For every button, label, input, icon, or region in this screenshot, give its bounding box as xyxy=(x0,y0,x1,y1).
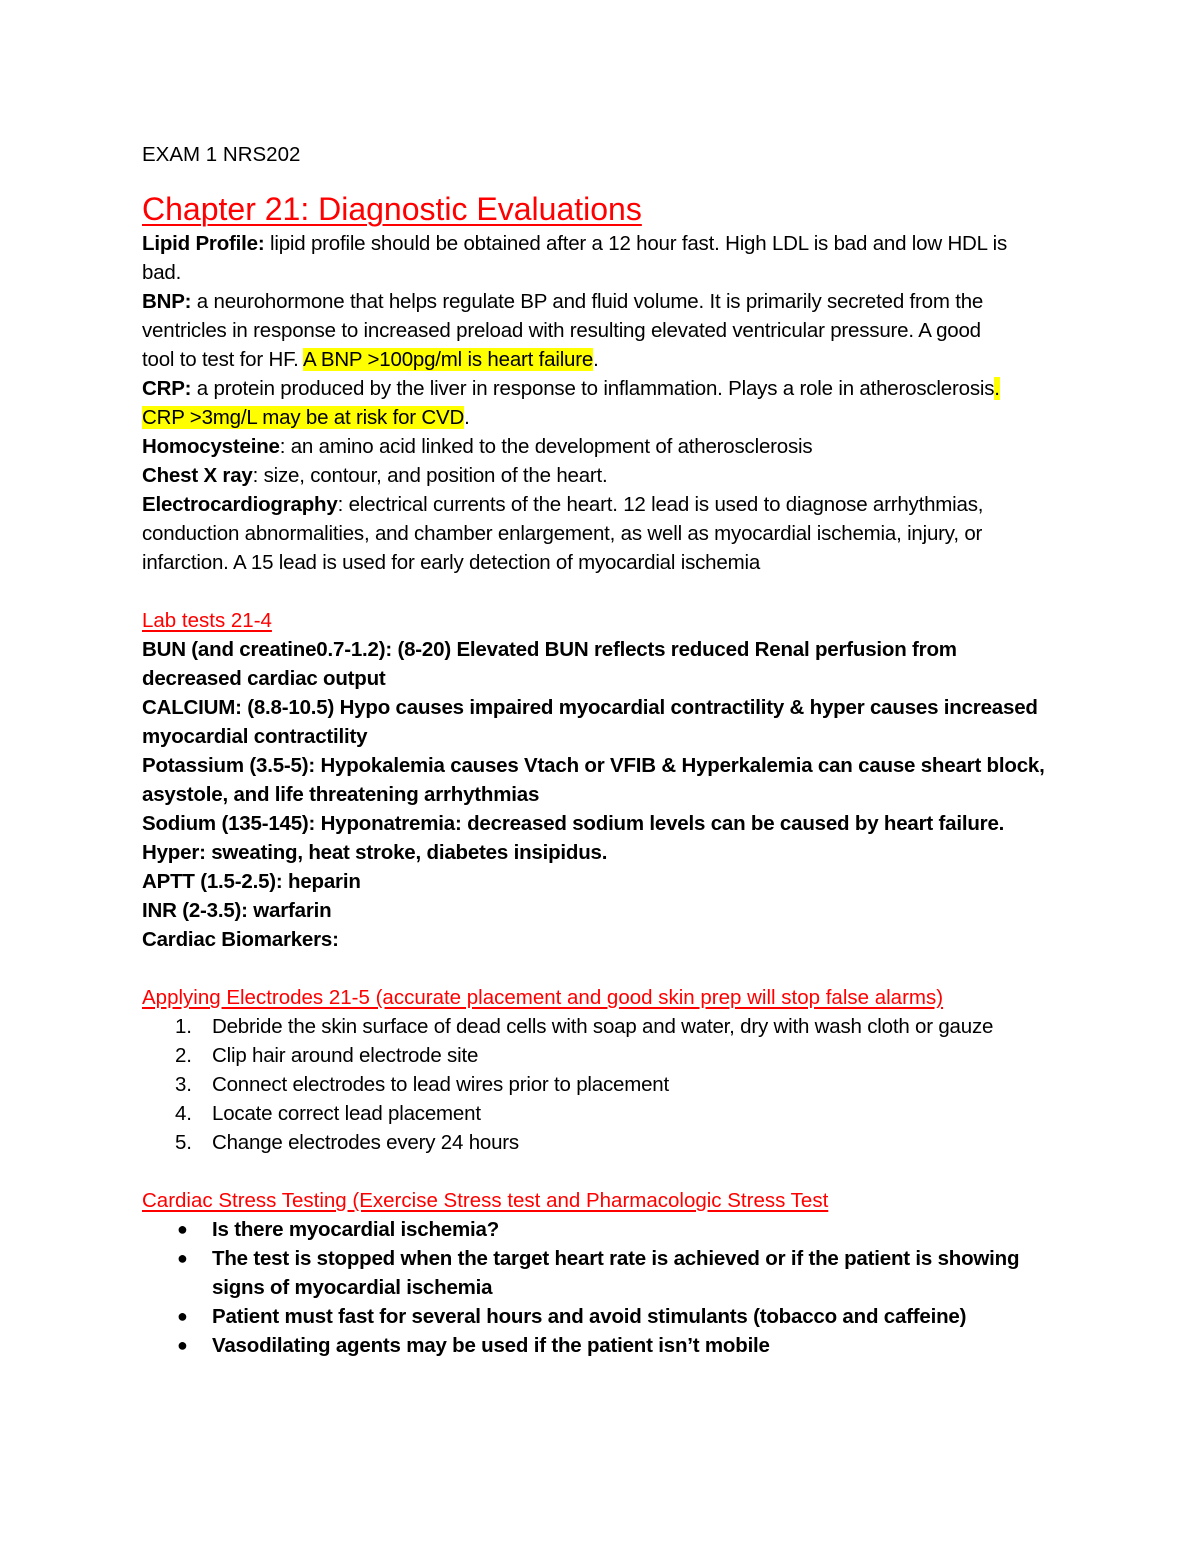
list-item xyxy=(142,1215,1072,1244)
bnp-text-3: tool to test for HF. xyxy=(142,348,304,371)
lipid-profile-label: Lipid Profile: xyxy=(142,232,265,255)
lab-line: myocardial contractility xyxy=(142,725,368,748)
lipid-profile-text: lipid profile should be obtained after a 12 hour fast. High LDL is bad and low HDL is xyxy=(264,232,1007,255)
list-item-text: Locate correct lead placement xyxy=(212,1102,481,1125)
spacer xyxy=(142,1157,1072,1186)
list-item xyxy=(142,1128,1072,1157)
spacer xyxy=(142,954,1072,983)
list-number: 1. xyxy=(175,1015,192,1038)
ecg-label: Electrocardiography xyxy=(142,493,338,516)
bullet-icon: ● xyxy=(177,1248,188,1268)
list-item-text: Patient must fast for several hours and avoid stimulants (tobacco and caffeine) xyxy=(212,1305,967,1328)
lab-line: INR (2-3.5): warfarin xyxy=(142,899,332,922)
list-item-text: Debride the skin surface of dead cells with soap and water, dry with wash cloth or gauze xyxy=(212,1015,994,1038)
document-page xyxy=(142,140,1072,1360)
ecg-line-3: infarction. A 15 lead is used for early detection of myocardial ischemia xyxy=(142,551,761,574)
chapter-title: Chapter 21: Diagnostic Evaluations xyxy=(142,191,642,227)
list-item-text: The test is stopped when the target heart rate is achieved or if the patient is showing xyxy=(212,1247,1020,1270)
crp-line-1 xyxy=(142,374,1072,403)
list-item-text: Is there myocardial ischemia? xyxy=(212,1218,500,1241)
list-number: 4. xyxy=(175,1102,192,1125)
list-number: 5. xyxy=(175,1131,192,1154)
crp-highlight: CRP >3mg/L may be at risk for CVD xyxy=(142,406,465,429)
list-item xyxy=(142,1041,1072,1070)
crp-label: CRP: xyxy=(142,377,192,400)
chest-xray-line xyxy=(142,461,1072,490)
lab-line: CALCIUM: (8.8-10.5) Hypo causes impaired myocardial contractility & hyper causes increased xyxy=(142,696,1038,719)
homocysteine-label: Homocysteine xyxy=(142,435,280,458)
list-item-text: Clip hair around electrode site xyxy=(212,1044,479,1067)
chest-xray-text: : size, contour, and position of the heart. xyxy=(252,464,608,487)
stress-testing-heading: Cardiac Stress Testing (Exercise Stress test and Pharmacologic Stress Test xyxy=(142,1189,829,1212)
electrodes-steps-list xyxy=(142,1012,1072,1157)
bnp-highlight: A BNP >100pg/ml is heart failure xyxy=(303,348,594,371)
bnp-text: a neurohormone that helps regulate BP and fluid volume. It is primarily secreted from the xyxy=(191,290,984,313)
lab-line: BUN (and creatine0.7-1.2): (8-20) Elevated BUN reflects reduced Renal perfusion from xyxy=(142,638,957,661)
homocysteine-text: : an amino acid linked to the development of atherosclerosis xyxy=(279,435,813,458)
exam-title: EXAM 1 NRS202 xyxy=(142,143,301,166)
crp-highlight-dot: . xyxy=(994,377,1000,400)
lab-tests-heading: Lab tests 21-4 xyxy=(142,609,272,632)
lipid-profile-line-2: bad. xyxy=(142,261,182,284)
ecg-line-1 xyxy=(142,490,1072,519)
list-item-text: Change electrodes every 24 hours xyxy=(212,1131,519,1154)
list-item xyxy=(142,1012,1072,1041)
bnp-line-1 xyxy=(142,287,1072,316)
bnp-line-2: ventricles in response to increased preload with resulting elevated ventricular pressure. A good xyxy=(142,319,981,342)
list-item xyxy=(142,1070,1072,1099)
lab-line: Potassium (3.5-5): Hypokalemia causes Vtach or VFIB & Hyperkalemia can cause sheart block, xyxy=(142,754,1045,777)
ecg-line-2: conduction abnormalities, and chamber enlargement, as well as myocardial ischemia, injury, or xyxy=(142,522,983,545)
bullet-icon: ● xyxy=(177,1306,188,1326)
list-item-text-continued: signs of myocardial ischemia xyxy=(212,1276,493,1299)
list-item xyxy=(142,1099,1072,1128)
lab-line: Sodium (135-145): Hyponatremia: decreased sodium levels can be caused by heart failure. xyxy=(142,812,1005,835)
electrodes-heading: Applying Electrodes 21-5 (accurate placement and good skin prep will stop false alarms) xyxy=(142,986,944,1009)
crp-tail: . xyxy=(464,406,470,429)
list-number: 3. xyxy=(175,1073,192,1096)
bnp-label: BNP: xyxy=(142,290,192,313)
bnp-line-3 xyxy=(142,345,1072,374)
list-item-text: Connect electrodes to lead wires prior to placement xyxy=(212,1073,669,1096)
lab-line: APTT (1.5-2.5): heparin xyxy=(142,870,361,893)
chest-xray-label: Chest X ray xyxy=(142,464,253,487)
list-item xyxy=(142,1244,1072,1302)
spacer xyxy=(142,577,1072,606)
lab-line: Cardiac Biomarkers: xyxy=(142,928,339,951)
list-item xyxy=(142,1331,1072,1360)
list-item-text: Vasodilating agents may be used if the patient isn’t mobile xyxy=(212,1334,770,1357)
list-item xyxy=(142,1302,1072,1331)
lipid-profile-line-1 xyxy=(142,229,1072,258)
lab-line: Hyper: sweating, heat stroke, diabetes insipidus. xyxy=(142,841,608,864)
lab-line: decreased cardiac output xyxy=(142,667,386,690)
stress-testing-bullets xyxy=(142,1215,1072,1360)
bnp-tail: . xyxy=(593,348,599,371)
homocysteine-line xyxy=(142,432,1072,461)
ecg-text: : electrical currents of the heart. 12 lead is used to diagnose arrhythmias, xyxy=(337,493,984,516)
crp-text: a protein produced by the liver in response to inflammation. Plays a role in atherosclerosis xyxy=(191,377,995,400)
crp-line-2 xyxy=(142,403,1072,432)
bullet-icon: ● xyxy=(177,1335,188,1355)
diagnostics-section xyxy=(142,229,1072,577)
list-number: 2. xyxy=(175,1044,192,1067)
bullet-icon: ● xyxy=(177,1219,188,1239)
lab-tests-section xyxy=(142,635,1072,954)
lab-line: asystole, and life threatening arrhythmias xyxy=(142,783,540,806)
